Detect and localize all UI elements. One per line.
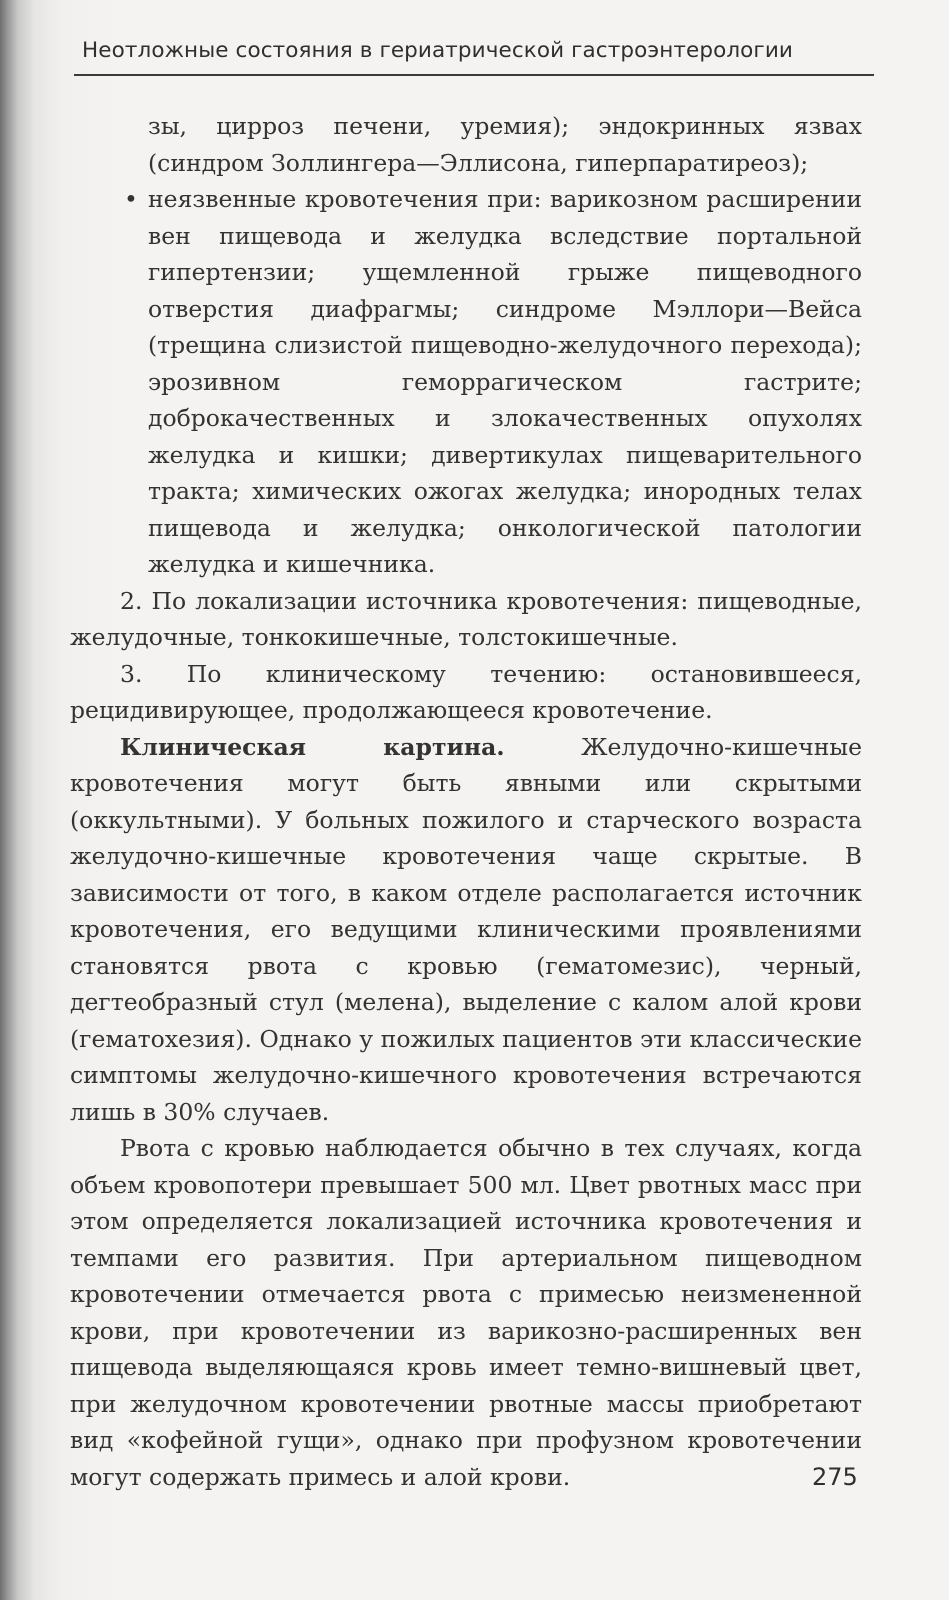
body-text xyxy=(70,108,862,1495)
header-rule xyxy=(74,74,874,76)
clinical-picture-text: Желудочно-кишечные кровотечения могут быть явными или скрытыми (оккультными). У больных пожилого и старческого возраста желудочно-кишечные кровотечения чаще скрытые. В зависимости от того, в каком отделе располагается источник кровотечения, его ведущими клиническими проявлениями становятся рвота с кровью (гематомезис), черный, дегтеобразный стул (мелена), выделение с калом алой крови (гематохезия). Однако у пожилых пациентов эти классические симптомы желудочно-кишечного кровотечения встречаются лишь в 30% случаев. xyxy=(70,732,863,1126)
page-number: 275 xyxy=(812,1463,858,1491)
bullet-icon: • xyxy=(124,185,138,213)
bullet-item-text: неязвенные кровотечения при: варикозном расширении вен пищевода и желудка вследствие портальной гипертензии; ущемленной грыже пищеводного отверстия диафрагмы; синдроме Мэллори—Вейса (трещина слизистой пищеводно-желудочного перехода); эрозивном геморрагическом гастрите; доброкачественных и злокачественных опухолях желудка и кишки; дивертикулах пищеварительного тракта; химических ожогах желудка; инородных телах пищевода и желудка; онкологической патологии желудка и кишечника. xyxy=(148,185,862,578)
continued-list-text: зы, цирроз печени, уремия); эндокринных язвах (синдром Золлингера—Эллисона, гиперпаратиреоз); xyxy=(148,112,862,177)
vomiting-paragraph: Рвота с кровью наблюдается обычно в тех случаях, когда объем кровопотери превышает 500 мл. Цвет рвотных масс при этом определяется локализацией источника кровотечения и темпами его развития. При артериальном пищеводном кровотечении отмечается рвота с примесью неизмененной крови, при кровотечении из варикозно-расширенных вен пищевода выделяющаяся кровь имеет темно-вишневый цвет, при желудочном кровотечении рвотные массы приобретают вид «кофейной гущи», однако при профузном кровотечении могут содержать примесь и алой крови. xyxy=(70,1134,862,1491)
running-head: Неотложные состояния в гериатрической гастроэнтерологии xyxy=(82,38,793,63)
clinical-picture-heading: Клиническая картина. xyxy=(120,732,505,761)
clinical-picture-paragraph xyxy=(70,729,862,1131)
bullet-item xyxy=(124,181,862,583)
classification-item-2: 2. По локализации источника кровотечения: пищеводные, желудочные, тонкокишечные, толстокишечные. xyxy=(70,586,862,651)
classification-item-3: 3. По клиническому течению: остановившееся, рецидивирующее, продолжающееся кровотечение. xyxy=(70,659,862,724)
